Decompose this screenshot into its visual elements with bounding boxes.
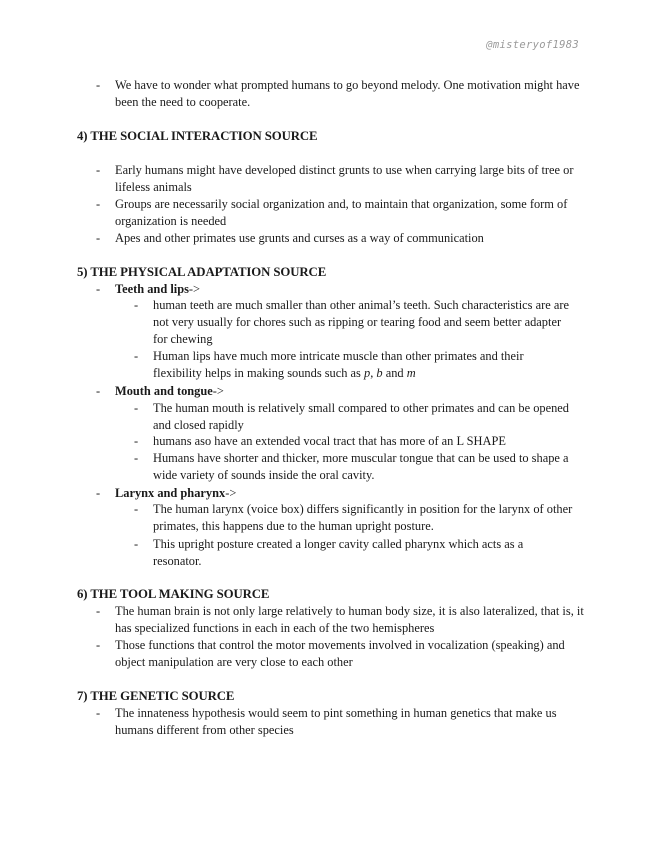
list-item: Humans have shorter and thicker, more muscular tongue that can be used to shape a wide variety of sounds inside the oral cavity. [153,451,569,482]
bullet-dash: - [96,706,101,720]
bullet-dash: - [134,502,139,516]
watermark: @misteryof1983 [486,39,579,51]
arrow: -> [188,282,201,296]
list-item: Groups are necessarily social organization and, to maintain that organization, some form of organization is needed [115,197,568,228]
bullet-dash: - [134,298,139,312]
bullet-dash: - [134,434,139,448]
bullet-dash: - [96,78,101,92]
list-item: Apes and other primates use grunts and curses as a way of communication [115,231,484,245]
sound-p: p [363,365,371,380]
bullet-dash: - [134,349,139,363]
subheading-label: Teeth and lips [115,282,189,296]
bullet-dash: - [96,163,101,177]
list-item: The innateness hypothesis would seem to pint something in human genetics that make us humans different from other species [115,706,557,737]
bullet-dash: - [96,197,101,211]
section-heading-social: 4) THE SOCIAL INTERACTION SOURCE [77,129,318,143]
bullet-dash: - [96,604,101,618]
list-item [153,348,573,382]
sound-b: b [376,365,383,380]
list-item: This upright posture created a longer cavity called pharynx which acts as a resonator. [153,537,524,568]
bullet-dash: - [96,384,101,398]
separator: and [382,365,407,380]
list-item: human teeth are much smaller than other animal’s teeth. Such characteristics are are not very usually for chores such as ripping or tearing food and seem better adapter for chewing [153,298,569,346]
bullet-dash: - [96,282,101,296]
section-heading-tool: 6) THE TOOL MAKING SOURCE [77,587,270,601]
list-item: Early humans might have developed distinct grunts to use when carrying large bits of tree or lifeless animals [115,163,574,194]
bullet-dash: - [96,231,101,245]
bullet-dash: - [134,401,139,415]
subheading-mouth [115,383,224,400]
arrow: -> [225,486,237,500]
bullet-dash: - [96,486,101,500]
sound-m: m [406,365,416,380]
intro-paragraph: We have to wonder what prompted humans to go beyond melody. One motivation might have been the need to cooperate. [115,78,580,109]
subheading-label: Mouth and tongue [115,384,213,398]
list-item: humans aso have an extended vocal tract that has more of an L SHAPE [153,434,506,448]
subheading-larynx [115,485,236,502]
list-item-text: Human lips have much more intricate muscle than other primates and their flexibility helps in making sounds such as [153,349,524,380]
bullet-dash: - [134,537,139,551]
list-item: The human brain is not only large relatively to human body size, it is also lateralized, that is, it has specialized functions in each in each of the two hemispheres [115,604,584,635]
arrow: -> [212,384,224,398]
subheading-teeth [115,281,200,298]
separator: , [370,365,377,380]
list-item: Those functions that control the motor movements involved in vocalization (speaking) and object manipulation are very close to each other [115,638,565,669]
list-item: The human mouth is relatively small compared to other primates and can be opened and closed rapidly [153,401,569,432]
section-heading-genetic: 7) THE GENETIC SOURCE [77,689,235,703]
section-heading-physical: 5) THE PHYSICAL ADAPTATION SOURCE [77,265,327,279]
bullet-dash: - [96,638,101,652]
list-item: The human larynx (voice box) differs significantly in position for the larynx of other primates, this happens due to the human upright posture. [153,502,573,533]
bullet-dash: - [134,451,139,465]
subheading-label: Larynx and pharynx [115,486,226,500]
